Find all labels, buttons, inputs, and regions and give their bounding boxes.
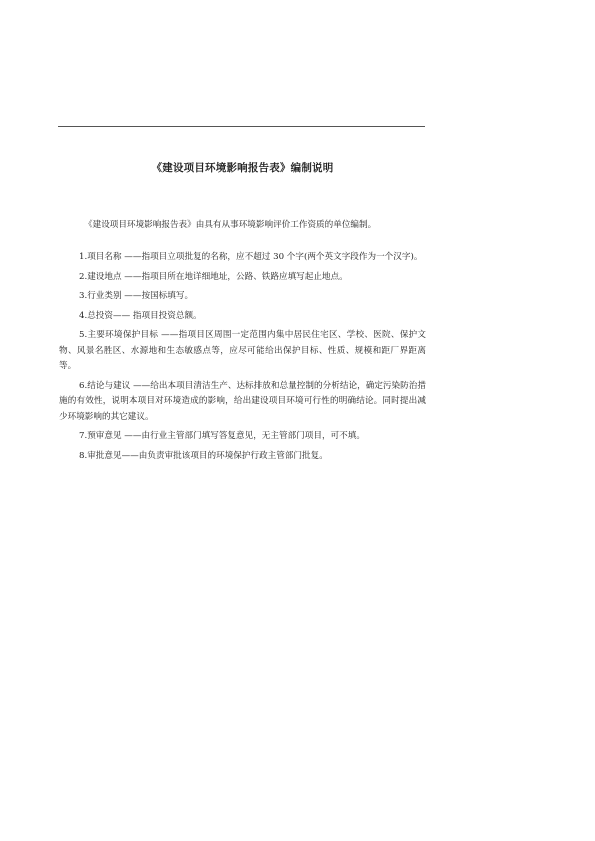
list-item-protection-targets: 5.主要环境保护目标 ——指项目区周围一定范围内集中居民住宅区、学校、医院、保护文物、风景名胜区、水源地和生态敏感点等，应尽可能给出保护目标、性质、规模和距厂界距离等。 (59, 330, 426, 371)
header-divider (58, 126, 425, 127)
list-item-location: 2.建设地点 ——指项目所在地详细地址，公路、铁路应填写起止地点。 (79, 271, 348, 282)
list-item-project-name: 1.项目名称 ——指项目立项批复的名称，应不超过 30 个字(两个英文字段作为一个汉字)。 (79, 252, 423, 262)
list-item-industry: 3.行业类别 ——按国标填写。 (79, 291, 194, 301)
intro-paragraph: 《建设项目环境影响报告表》由具有从事环境影响评价工作资质的单位编制。 (84, 220, 377, 230)
list-item-pre-review: 7.预审意见 ——由行业主管部门填写答复意见，无主管部门项目，可不填。 (79, 431, 365, 441)
list-item-approval: 8.审批意见——由负责审批该项目的环境保护行政主管部门批复。 (79, 450, 328, 461)
instruction-list (59, 250, 426, 468)
list-item-conclusions: 6.结论与建议 ——给出本项目清洁生产、达标排放和总量控制的分析结论，确定污染防治措施的有效性，说明本项目对环境造成的影响，给出建设项目环境可行性的明确结论。同时提出减少环境影响的其它建议。 (59, 380, 426, 422)
list-item-investment: 4.总投资—— 指项目投资总额。 (79, 310, 202, 321)
document-title: 《建设项目环境影响报告表》编制说明 (151, 162, 334, 174)
